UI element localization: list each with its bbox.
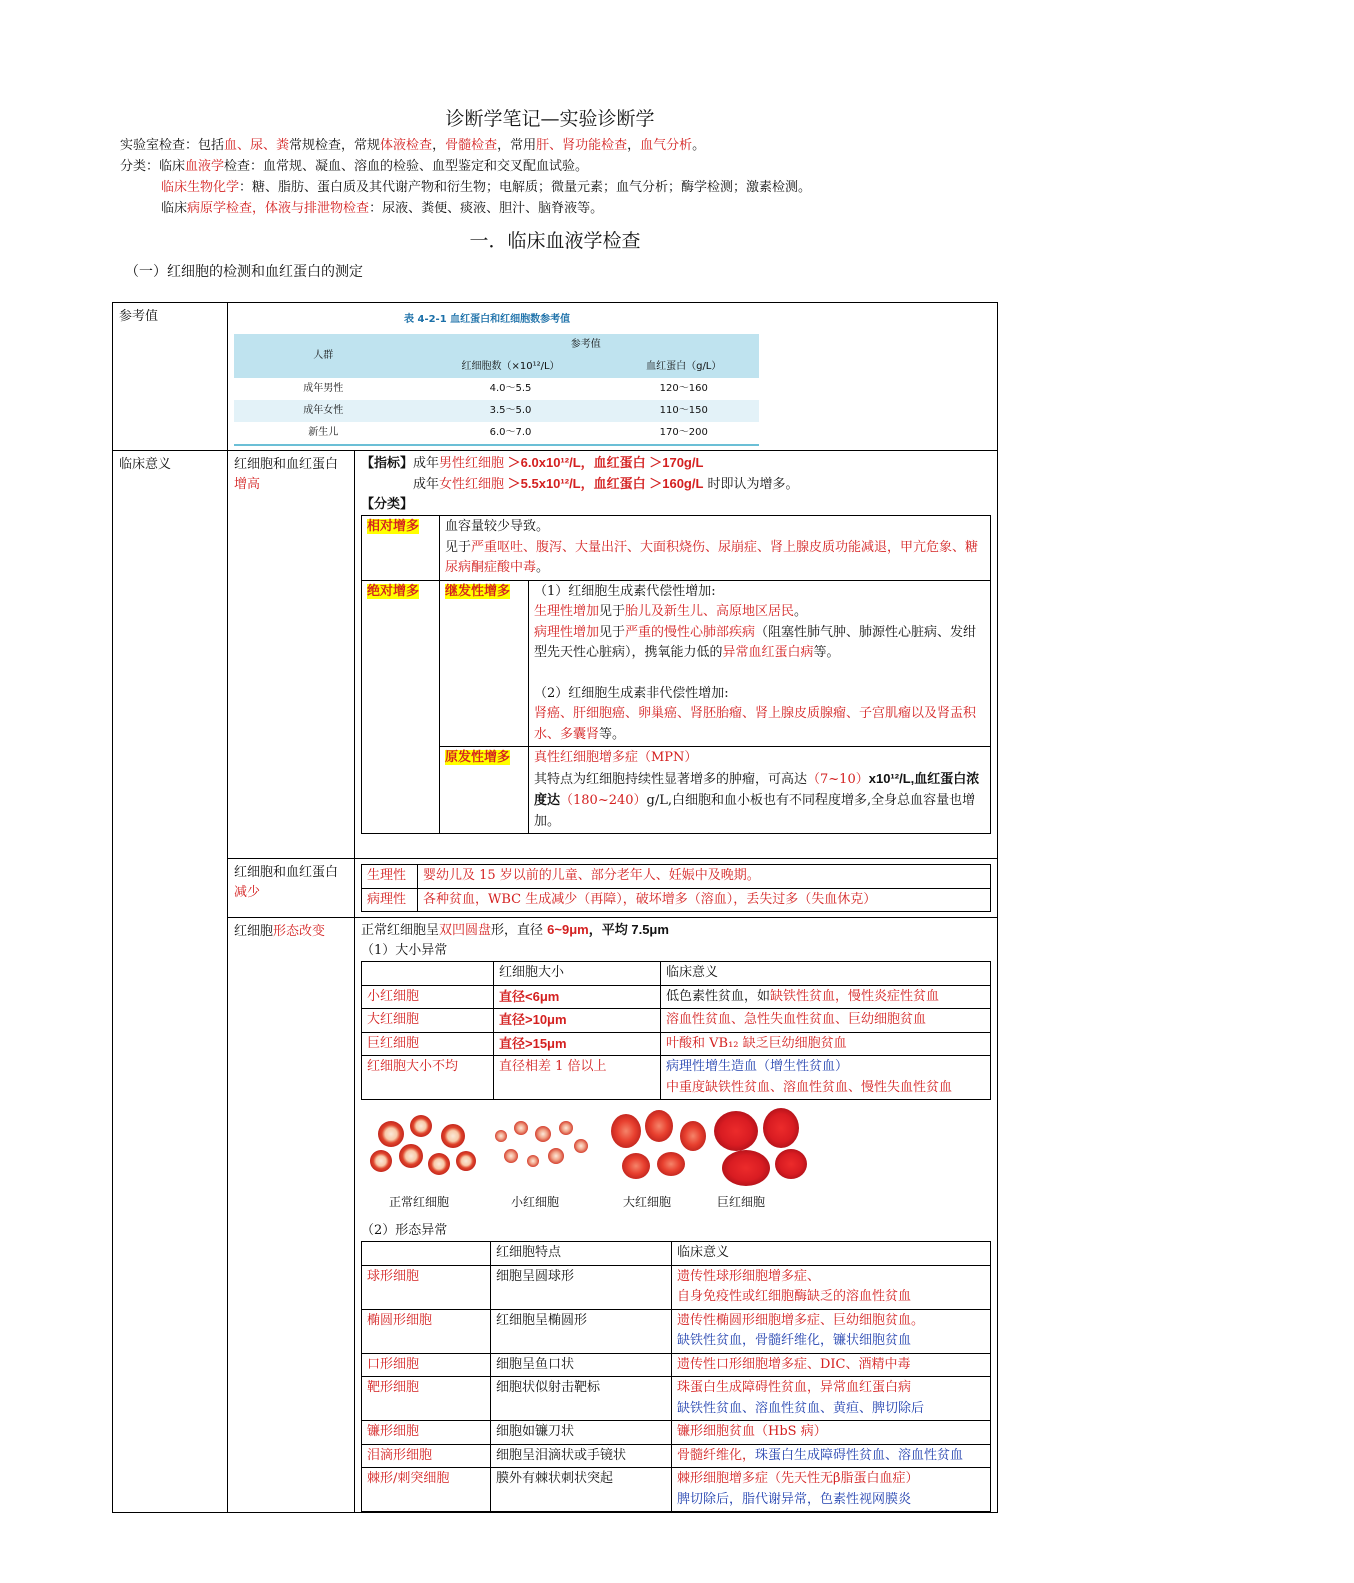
text: 缺铁性贫血，骨髓纤维化，镰状细胞贫血 xyxy=(677,1333,912,1348)
increase-row xyxy=(113,451,998,859)
text: 病理性增加 xyxy=(534,624,600,640)
text: 见于 xyxy=(445,539,472,555)
shape-name: 泪滴形细胞 xyxy=(362,1444,491,1468)
text: 异常血红蛋白病 xyxy=(722,645,814,660)
col-rbc: 红细胞数（×10¹²/L） xyxy=(413,356,609,378)
text: 珠蛋白生成障碍性贫血，异常血红蛋白病 xyxy=(677,1380,912,1395)
increase-class-table xyxy=(361,515,991,834)
text: 形，直径 xyxy=(491,923,548,938)
shape-name: 椭圆形细胞 xyxy=(362,1309,491,1353)
indicator-line-2 xyxy=(361,474,991,495)
text: 检查：血常规、凝血、溶血的检验、血型鉴定和交叉配血试验。 xyxy=(224,159,589,174)
text: 双凹圆盘 xyxy=(439,923,492,938)
ref-table xyxy=(234,334,759,444)
absolute-label xyxy=(362,580,440,834)
th: 红细胞特点 xyxy=(491,1242,672,1266)
intro-line-4 xyxy=(161,199,603,219)
cell-size: 直径<6μm xyxy=(494,985,661,1009)
label-emphasis: 减少 xyxy=(234,885,261,900)
shape-title: （2）形态异常 xyxy=(361,1223,448,1238)
text: 棘形细胞增多症（先天性无β脂蛋白血症） xyxy=(677,1471,919,1486)
cell-meaning xyxy=(661,985,991,1009)
ref-group: 成年男性 xyxy=(303,383,344,394)
text: 其特点为红细胞持续性显著增多的肿瘤，可高达 xyxy=(534,771,808,787)
ref-group: 成年女性 xyxy=(234,400,413,422)
decrease-content xyxy=(355,859,998,918)
th: 临床意义 xyxy=(661,962,991,986)
text: ， xyxy=(252,201,266,216)
text: x10¹²/L,血红蛋白浓度达 xyxy=(534,770,980,807)
text: ＞5.5x10¹²/L，血红蛋白 ＞160g/L xyxy=(504,476,704,491)
col-hb: 血红蛋白（g/L） xyxy=(609,356,760,378)
morph-intro xyxy=(361,920,991,941)
text: 6~9μm xyxy=(547,922,589,937)
morph-content xyxy=(355,918,998,1513)
shape-meaning: 遗传性口形细胞增多症、DIC、酒精中毒 xyxy=(672,1353,991,1377)
text: 严重呕吐、腹泻、大量出汗、大面积烧伤、尿崩症、肾上腺皮质功能减退，甲亢危象、糖尿病酮症酸中毒 xyxy=(445,539,979,575)
text: 真性红细胞增多症（MPN） xyxy=(534,750,698,765)
text: 时即认为增多。 xyxy=(703,477,799,492)
text: 生理性增加 xyxy=(534,604,600,619)
text: 缺铁性贫血、溶血性贫血、黄疸、脾切除后 xyxy=(677,1400,925,1416)
label-emphasis: 增高 xyxy=(234,477,261,492)
cell-name: 红细胞大小不均 xyxy=(362,1056,494,1100)
indicator-tag: 【指标】 xyxy=(361,456,414,471)
shape-name: 球形细胞 xyxy=(362,1265,491,1309)
decrease-row xyxy=(113,859,998,918)
ref-hb: 120～160 xyxy=(659,383,708,394)
text: 男性红细胞 xyxy=(439,456,505,471)
decrease-table xyxy=(361,864,991,912)
text: 相对增多 xyxy=(367,519,420,534)
shape-feature: 细胞状似射击靶标 xyxy=(491,1377,672,1421)
ref-rbc: 6.0～7.0 xyxy=(489,427,532,438)
text: 脾切除后，脂代谢异常，色素性视网膜炎 xyxy=(677,1491,912,1507)
text: ， xyxy=(432,138,446,153)
text: ， xyxy=(627,138,641,153)
col-group: 人群 xyxy=(234,334,413,378)
text: （阻塞性肺气肿、肺源性心脏病、发绀型先天性心脏病），携氧能力低的 xyxy=(534,624,977,660)
ref-value-figure xyxy=(234,307,759,446)
cell-size: 直径相差 1 倍以上 xyxy=(494,1056,661,1100)
shape-meaning: 镰形细胞贫血（HbS 病） xyxy=(672,1421,991,1445)
text: ，常用 xyxy=(497,138,537,153)
text: 病原学检查 xyxy=(187,201,253,216)
text: 体液检查 xyxy=(380,138,433,153)
intro-line-2 xyxy=(120,157,588,177)
shape-feature: 细胞呈圆球形 xyxy=(491,1265,672,1309)
text: 血、尿、粪 xyxy=(224,138,290,153)
cell-label: 大红细胞 xyxy=(623,1195,672,1209)
normal-rbc-group xyxy=(370,1115,476,1175)
decrease-desc: 各种贫血，WBC 生成减少（再障），破坏增多（溶血），丢失过多（失血休克） xyxy=(418,888,991,912)
secondary-label xyxy=(440,580,529,747)
text: 见于 xyxy=(599,604,626,619)
text: 见于 xyxy=(599,624,626,640)
text: 等。 xyxy=(813,645,840,660)
text: （1）红细胞生成素代偿性增加: xyxy=(534,583,716,599)
shape-meaning xyxy=(672,1265,991,1309)
text: 病理性增生造血（增生性贫血） xyxy=(666,1059,849,1074)
text: 低色素性贫血，如 xyxy=(666,988,771,1004)
text: 骨髓纤维化， xyxy=(677,1447,756,1463)
ref-rbc: 3.5～5.0 xyxy=(413,400,609,422)
ref-row xyxy=(113,303,998,451)
text: （2）红细胞生成素非代偿性增加: xyxy=(534,685,729,701)
shape-name: 靶形细胞 xyxy=(362,1377,491,1421)
text: 女性红细胞 xyxy=(439,477,505,492)
shape-meaning xyxy=(672,1444,991,1468)
decrease-type: 生理性 xyxy=(362,865,418,889)
text: 等。 xyxy=(599,726,626,742)
text: 继发性增多 xyxy=(445,583,511,599)
text: 中重度缺铁性贫血、溶血性贫血、慢性失血性贫血 xyxy=(666,1079,953,1095)
col-ref: 参考值 xyxy=(413,334,760,356)
th: 红细胞大小 xyxy=(494,962,661,986)
text: 血液学 xyxy=(185,159,225,174)
text: 血气分析 xyxy=(640,138,693,153)
size-title: （1）大小异常 xyxy=(361,943,448,958)
section-title: 一．临床血液学检查 xyxy=(469,230,641,252)
text: ：尿液、粪便、痰液、胆汁、脑脊液等。 xyxy=(369,201,604,216)
morph-label xyxy=(228,918,355,1513)
shape-meaning xyxy=(672,1309,991,1353)
text: 绝对增多 xyxy=(367,583,420,599)
text: 骨髓检查 xyxy=(445,138,498,153)
ref-label: 参考值 xyxy=(113,303,228,451)
shape-meaning xyxy=(672,1377,991,1421)
cell-size: 直径>10μm xyxy=(494,1009,661,1033)
text: ：糖、脂肪、蛋白质及其代谢产物和衍生物；电解质；微量元素；血气分析；酶学检测；激素检测。 xyxy=(239,180,812,195)
shape-feature: 膜外有棘状刺状突起 xyxy=(491,1468,672,1512)
shape-feature: 细胞如镰刀状 xyxy=(491,1421,672,1445)
text: 常规检查，常规 xyxy=(289,138,381,153)
text: 形态改变 xyxy=(273,924,326,939)
text: 实验室检查：包括 xyxy=(120,138,225,153)
th xyxy=(362,962,494,986)
intro-line-3 xyxy=(161,178,811,198)
indicator-line-1 xyxy=(361,453,991,474)
ref-hb: 110～150 xyxy=(609,400,760,422)
cell-name: 小红细胞 xyxy=(362,985,494,1009)
cell-label: 正常红细胞 xyxy=(389,1195,450,1209)
shape-name: 棘形/刺突细胞 xyxy=(362,1468,491,1512)
shape-name: 镰形细胞 xyxy=(362,1421,491,1445)
cell-meaning xyxy=(661,1056,991,1100)
relative-label xyxy=(362,516,440,581)
text: 原发性增多 xyxy=(445,750,511,765)
size-table xyxy=(361,961,991,1100)
secondary-content xyxy=(529,580,991,747)
document-title: 诊断学笔记—实验诊断学 xyxy=(445,108,655,130)
rbc-illustration xyxy=(361,1106,821,1221)
shape-feature: 细胞呈泪滴状或手镜状 xyxy=(491,1444,672,1468)
text: 。 xyxy=(536,560,550,575)
text: g/L,白细胞和血小板也有不同程度增多,全身总血容量也增加。 xyxy=(534,793,976,829)
text: 分类：临床 xyxy=(120,159,186,174)
text: 肾癌、肝细胞癌、卵巢癌、肾胚胎瘤、肾上腺皮质腺瘤、子宫肌瘤以及肾盂积水、多囊肾 xyxy=(534,706,977,742)
ref-hb: 170～200 xyxy=(659,427,708,438)
text: 胎儿及新生儿、高原地区居民 xyxy=(625,604,795,619)
cell-name: 巨红细胞 xyxy=(362,1032,494,1056)
increase-label xyxy=(228,451,355,859)
rbc-drawing xyxy=(361,1106,821,1191)
text: 临床生物化学 xyxy=(161,180,240,195)
text: 。 xyxy=(692,138,706,153)
text: ＞6.0x10¹²/L，血红蛋白 ＞170g/L xyxy=(504,455,704,470)
cell-meaning: 叶酸和 VB₁₂ 缺乏巨幼细胞贫血 xyxy=(661,1032,991,1056)
decrease-type: 病理性 xyxy=(362,888,418,912)
small-rbc-group xyxy=(495,1121,588,1167)
text: （7~10） xyxy=(807,771,869,787)
shape-feature: 细胞呈鱼口状 xyxy=(491,1353,672,1377)
ref-content xyxy=(228,303,998,451)
text: 缺铁性贫血，慢性炎症性贫血 xyxy=(770,988,940,1004)
decrease-desc: 婴幼儿及 15 岁以前的儿童、部分老年人、妊娠中及晚期。 xyxy=(418,865,991,889)
label-text: 红细胞和血红蛋白 xyxy=(234,457,339,472)
shape-feature: 红细胞呈椭圆形 xyxy=(491,1309,672,1353)
cell-size: 直径>15μm xyxy=(494,1032,661,1056)
cell-label: 巨红细胞 xyxy=(717,1195,766,1209)
shape-name: 口形细胞 xyxy=(362,1353,491,1377)
text: 正常红细胞呈 xyxy=(361,923,440,938)
text: 。 xyxy=(794,604,808,619)
text: 成年 xyxy=(413,456,440,471)
increase-content xyxy=(355,451,998,859)
text: （180~240） xyxy=(560,793,647,808)
primary-content xyxy=(529,747,991,834)
text: ，平均 7.5μm xyxy=(588,922,669,937)
text: 遗传性球形细胞增多症、 xyxy=(677,1268,821,1284)
text: 成年 xyxy=(413,477,440,492)
morph-row xyxy=(113,918,998,1513)
cell-meaning: 溶血性贫血、急性失血性贫血、巨幼细胞贫血 xyxy=(661,1009,991,1033)
label-text: 红细胞和血红蛋白 xyxy=(234,865,339,880)
decrease-label xyxy=(228,859,355,918)
text: 珠蛋白生成障碍性贫血、溶血性贫血 xyxy=(755,1447,964,1463)
main-table xyxy=(112,302,998,1513)
text: 血容量较少导致。 xyxy=(445,519,550,534)
text: 自身免疫性或红细胞酶缺乏的溶血性贫血 xyxy=(677,1289,912,1304)
subsection-title: （一）红细胞的检测和血红蛋白的测定 xyxy=(125,264,363,280)
class-tag: 【分类】 xyxy=(361,497,414,512)
text: 临床 xyxy=(161,201,188,216)
ref-caption: 表 4-2-1 血红蛋白和红细胞数参考值 xyxy=(404,314,571,325)
th xyxy=(362,1242,491,1266)
text: 红细胞 xyxy=(234,924,274,939)
shape-meaning xyxy=(672,1468,991,1512)
text: 严重的慢性心肺部疾病 xyxy=(625,624,756,640)
cell-name: 大红细胞 xyxy=(362,1009,494,1033)
relative-content xyxy=(440,516,991,581)
giant-rbc-group xyxy=(714,1108,807,1186)
text: 体液与排泄物检查 xyxy=(265,201,370,216)
cell-label: 小红细胞 xyxy=(511,1195,560,1209)
text: 遗传性椭圆形细胞增多症、巨幼细胞贫血。 xyxy=(677,1312,925,1328)
th: 临床意义 xyxy=(672,1242,991,1266)
text: 肝、肾功能检查 xyxy=(536,138,628,153)
large-rbc-group xyxy=(611,1110,706,1179)
ref-group: 新生儿 xyxy=(308,427,339,438)
clinical-label: 临床意义 xyxy=(113,451,228,1513)
ref-rbc: 4.0～5.5 xyxy=(489,383,532,394)
primary-label xyxy=(440,747,529,834)
intro-line-1 xyxy=(120,136,705,156)
shape-table xyxy=(361,1241,991,1512)
